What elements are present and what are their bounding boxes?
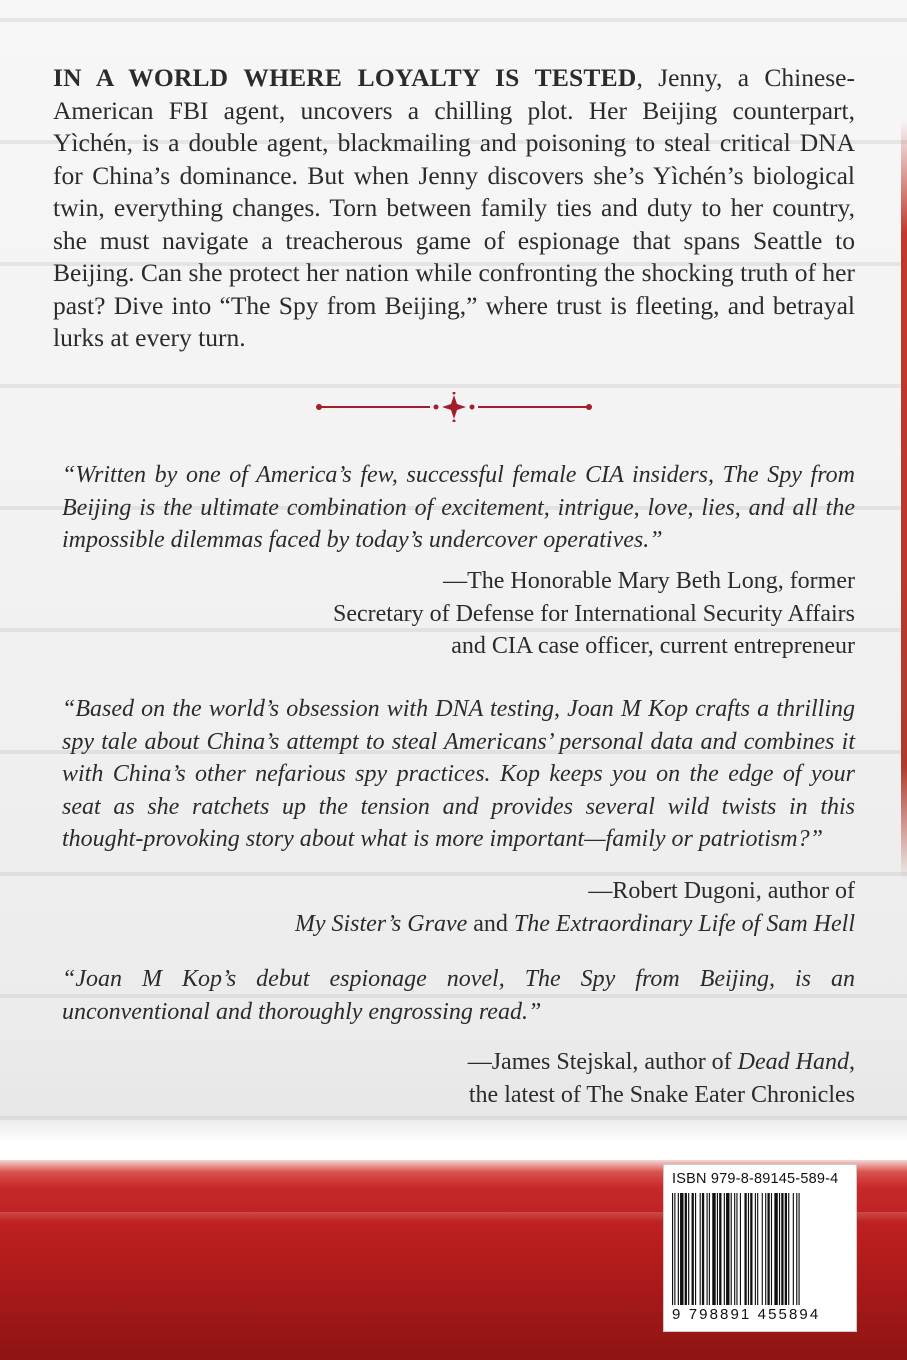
barcode-bar xyxy=(688,1193,689,1305)
barcode-bar xyxy=(700,1193,701,1305)
barcode-bar xyxy=(685,1193,687,1305)
review-quote-2: “Based on the world’s obsession with DNA testing, Joan M Kop crafts a thrilling spy tale about China’s attempt to steal Americans’ personal data and combines it with China’s other nefarious spy practices. Kop keeps you on the edge of your seat as she ratchets up the tension and provides several wild twists in this thought-provoking story about what is more important—family or patriotism?” xyxy=(62,696,855,852)
barcode-bar xyxy=(740,1193,741,1305)
barcode-bar xyxy=(750,1193,752,1305)
barcode-bar xyxy=(709,1193,710,1305)
barcode-bar xyxy=(678,1193,679,1305)
barcode-bar xyxy=(765,1193,766,1305)
barcode-bar xyxy=(724,1193,725,1305)
barcode-bar xyxy=(674,1193,675,1305)
barcode-bar xyxy=(762,1193,763,1305)
barcode-bar xyxy=(712,1193,715,1305)
red-wall-edge xyxy=(901,120,907,880)
barcode-icon xyxy=(670,1193,850,1305)
review-attribution-3 xyxy=(62,1046,855,1111)
attribution-line: the latest of The Snake Eater Chronicles xyxy=(468,1081,855,1108)
synopsis-lead: IN A WORLD WHERE LOYALTY IS TESTED xyxy=(53,63,637,92)
barcode-bar xyxy=(755,1193,756,1305)
attribution-line: —The Honorable Mary Beth Long, former xyxy=(443,568,855,594)
attribution-suffix: , xyxy=(849,1049,855,1075)
barcode-bar xyxy=(695,1193,696,1305)
barcode-bar xyxy=(731,1193,732,1305)
barcode-bar xyxy=(793,1193,794,1305)
barcode-bar xyxy=(734,1193,735,1305)
book-title: Dead Hand xyxy=(737,1049,849,1075)
barcode-bar xyxy=(779,1193,780,1305)
review-attribution-2 xyxy=(62,875,855,940)
barcode-bar xyxy=(767,1193,769,1305)
attribution-line xyxy=(62,1046,855,1079)
barcode-bar xyxy=(748,1193,749,1305)
barcode-bar xyxy=(771,1193,772,1305)
barcode-bar xyxy=(799,1193,800,1305)
barcode-bar xyxy=(680,1193,683,1305)
book-title: My Sister’s Grave xyxy=(294,910,468,937)
synopsis-blurb xyxy=(53,62,855,355)
synopsis-text: , Jenny, a Chinese-American FBI agent, uncovers a chilling plot. Her Beijing counterpart, Yìchén, is a double agent, blackmailing and poisoning to steal critical DNA for China’s dominance. But when Jenny discovers she’s Yìchén’s biological twin, everything changes. Torn between family ties and duty to her country, she must navigate a treacherous game of espionage that spans Seattle to Beijing. Can she protect her nation while confronting the shocking truth of her past? Dive into “The Spy from Beijing,” where trust is fleeting, and betrayal lurks at every turn. xyxy=(53,63,855,352)
barcode-bar xyxy=(672,1193,673,1305)
review-attribution-1 xyxy=(62,565,855,663)
barcode-bar xyxy=(781,1193,783,1305)
isbn-digits: 9 798891 455894 xyxy=(672,1306,821,1323)
barcode-bar xyxy=(757,1193,758,1305)
barcode-bar xyxy=(702,1193,704,1305)
attribution-line: and CIA case officer, current entrepreneur xyxy=(451,633,855,659)
book-title: The Extraordinary Life of Sam Hell xyxy=(513,910,855,937)
review-quote-1: “Written by one of America’s few, successful female CIA insiders, The Spy from Beijing is the ultimate combination of excitement, intrigue, love, lies, and all the impossible dilemmas faced by today’s undercover operatives.” xyxy=(62,462,855,553)
attribution-prefix: —James Stejskal, author of xyxy=(467,1049,738,1075)
barcode-bar xyxy=(717,1193,718,1305)
barcode-bar xyxy=(692,1193,694,1305)
barcode-bar xyxy=(774,1193,777,1305)
isbn-label: ISBN 979-8-89145-589-4 xyxy=(672,1171,839,1187)
barcode-bar xyxy=(785,1193,787,1305)
barcode-bar xyxy=(736,1193,737,1305)
barcode-bar xyxy=(726,1193,729,1305)
title-joiner: and xyxy=(467,910,514,937)
attribution-line: —Robert Dugoni, author of xyxy=(588,878,855,904)
ornament-divider-icon xyxy=(314,392,594,422)
isbn-barcode xyxy=(663,1164,857,1332)
attribution-line: Secretary of Defense for International Security Affairs xyxy=(332,600,855,627)
barcode-bar xyxy=(707,1193,708,1305)
barcode-bar xyxy=(788,1193,789,1305)
attribution-titles-line xyxy=(62,908,855,941)
barcode-bar xyxy=(719,1193,721,1305)
barcode-bar xyxy=(744,1193,746,1305)
review-quote-3: “Joan M Kop’s debut espionage novel, The Spy from Beijing, is an unconventional and thoroughly engrossing read.” xyxy=(62,966,855,1025)
barcode-bar xyxy=(796,1193,797,1305)
